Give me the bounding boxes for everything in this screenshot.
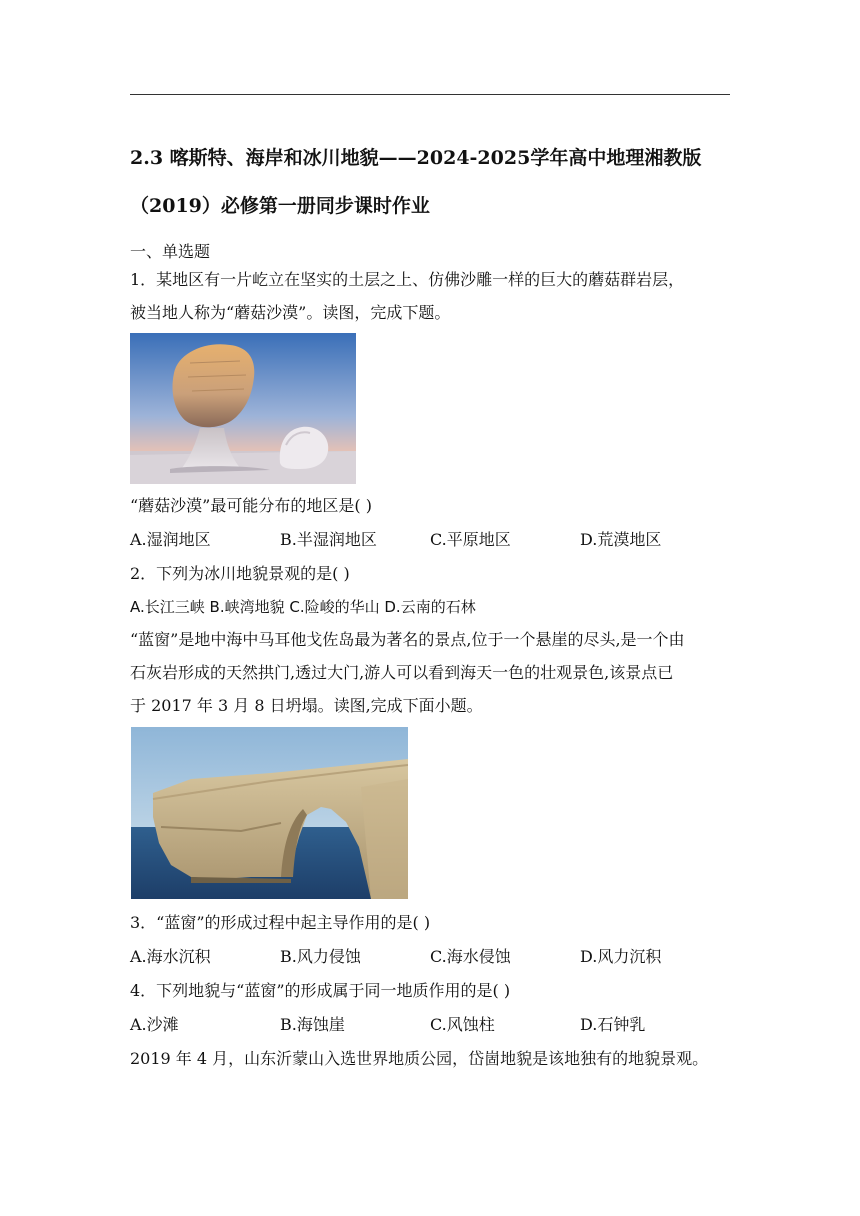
- q4-options: [130, 1013, 645, 1037]
- passage2-line-1: 2019 年 4 月，山东沂蒙山入选世界地质公园，岱崮地貌是该地独有的地貌景观。: [130, 1049, 709, 1068]
- q1-option-d[interactable]: D.荒漠地区: [580, 530, 662, 549]
- mushroom-rock-photo: [130, 333, 356, 484]
- q1-question: “蘑菇沙漠”最可能分布的地区是( ): [130, 496, 372, 515]
- passage-line-1: “蓝窗”是地中海中马耳他戈佐岛最为著名的景点,位于一个悬崖的尽头,是一个由: [130, 630, 685, 649]
- q1-options: [130, 528, 661, 552]
- header-rule: [130, 94, 730, 95]
- q4-option-b[interactable]: B.海蚀崖: [280, 1015, 345, 1034]
- q3-stem: 3．“蓝窗”的形成过程中起主导作用的是( ): [130, 913, 431, 932]
- q2-stem: 2．下列为冰川地貌景观的是( ): [130, 564, 350, 583]
- passage-line-3: 于 2017 年 3 月 8 日坍塌。读图,完成下面小题。: [130, 696, 483, 715]
- q4-option-c[interactable]: C.风蚀柱: [430, 1015, 495, 1034]
- passage-line-2: 石灰岩形成的天然拱门,透过大门,游人可以看到海天一色的壮观景色,该景点已: [130, 663, 674, 682]
- page-title: [130, 134, 750, 230]
- q4-option-d[interactable]: D.石钟乳: [580, 1015, 646, 1034]
- q2-options[interactable]: A.长江三峡 B.峡湾地貌 C.险峻的华山 D.云南的石林: [130, 598, 476, 616]
- q1-stem-line-2: 被当地人称为“蘑菇沙漠”。读图，完成下题。: [130, 303, 451, 322]
- section-heading: 一、单选题: [130, 242, 211, 261]
- q3-option-d[interactable]: D.风力沉积: [580, 947, 662, 966]
- q1-option-b[interactable]: B.半湿润地区: [280, 530, 377, 549]
- q3-options: [130, 945, 661, 969]
- q1-stem-line-1: 1．某地区有一片屹立在坚实的土层之上、仿佛沙雕一样的巨大的蘑菇群岩层，: [130, 270, 685, 289]
- blue-window-arch-photo: [131, 727, 408, 899]
- q1-option-a[interactable]: A.湿润地区: [130, 530, 211, 549]
- q3-option-c[interactable]: C.海水侵蚀: [430, 947, 511, 966]
- q3-option-b[interactable]: B.风力侵蚀: [280, 947, 361, 966]
- q4-option-a[interactable]: A.沙滩: [130, 1015, 179, 1034]
- q3-option-a[interactable]: A.海水沉积: [130, 947, 211, 966]
- title-line-1: 2.3 喀斯特、海岸和冰川地貌——2024-2025学年高中地理湘教版: [130, 147, 702, 169]
- q1-option-c[interactable]: C.平原地区: [430, 530, 511, 549]
- q4-stem: 4．下列地貌与“蓝窗”的形成属于同一地质作用的是( ): [130, 981, 511, 1000]
- title-line-2: （2019）必修第一册同步课时作业: [130, 195, 430, 217]
